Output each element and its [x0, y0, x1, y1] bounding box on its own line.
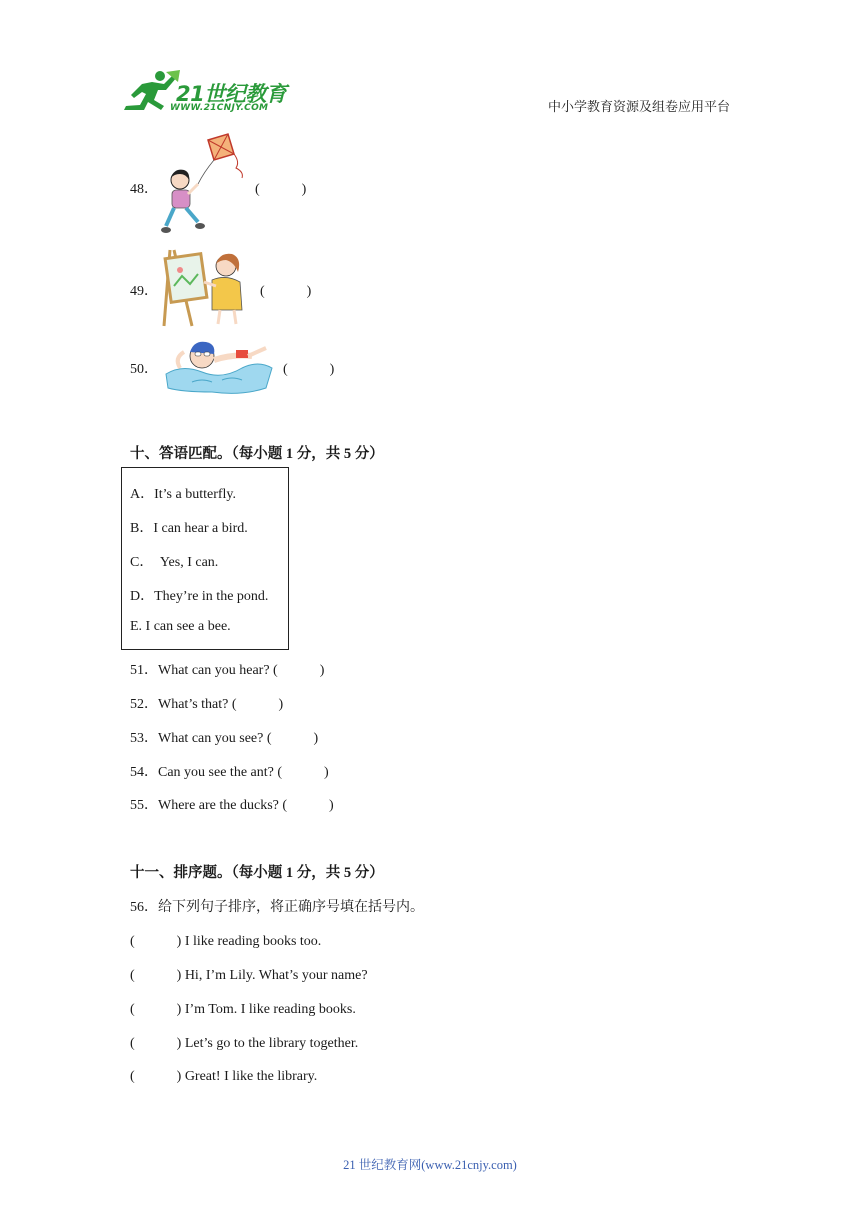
logo-text: 21世纪教育: [176, 82, 287, 106]
order-sentence: ( ) Great! I like the library.: [130, 1069, 318, 1084]
option-item: B．I can hear a bird.: [130, 521, 248, 536]
option-item: A．It’s a butterfly.: [130, 487, 237, 502]
header-tagline: 中小学教育资源及组卷应用平台: [547, 99, 730, 114]
order-sentence: ( ) I’m Tom. I like reading books.: [130, 1002, 356, 1017]
boy-swimming-icon: [162, 334, 274, 396]
option-item: E. I can see a bee.: [130, 619, 231, 634]
logo-url: WWW.21CNJY.COM: [170, 103, 269, 113]
match-question: 54．Can you see the ant? ( ): [130, 765, 329, 780]
answer-paren: ( ): [260, 284, 312, 299]
answer-paren: ( ): [255, 182, 307, 197]
question-number: 50．: [130, 362, 158, 377]
match-question: 52．What’s that? ( ): [130, 697, 284, 712]
question-number: 49．: [130, 284, 158, 299]
girl-flying-kite-icon: [158, 132, 250, 240]
girl-painting-easel-icon: [160, 246, 252, 328]
section-instruction: 56．给下列句子排序，将正确序号填在括号内。: [130, 900, 424, 915]
page-footer: 21 世纪教育网(www.21cnjy.com): [343, 1158, 517, 1172]
section-title: 十一、排序题。（每小题 1 分，共 5 分）: [130, 865, 384, 881]
section-title: 十、答语匹配。（每小题 1 分，共 5 分）: [130, 446, 384, 462]
option-item: D．They’re in the pond.: [130, 589, 269, 604]
match-question: 53．What can you see? ( ): [130, 731, 319, 746]
question-number: 48．: [130, 182, 158, 197]
match-question: 51．What can you hear? ( ): [130, 663, 325, 678]
option-item: C． Yes, I can.: [130, 555, 219, 570]
order-sentence: ( ) I like reading books too.: [130, 934, 322, 949]
answer-paren: ( ): [283, 362, 335, 377]
order-sentence: ( ) Hi, I’m Lily. What’s your name?: [130, 968, 368, 983]
order-sentence: ( ) Let’s go to the library together.: [130, 1036, 359, 1051]
match-question: 55．Where are the ducks? ( ): [130, 798, 334, 813]
